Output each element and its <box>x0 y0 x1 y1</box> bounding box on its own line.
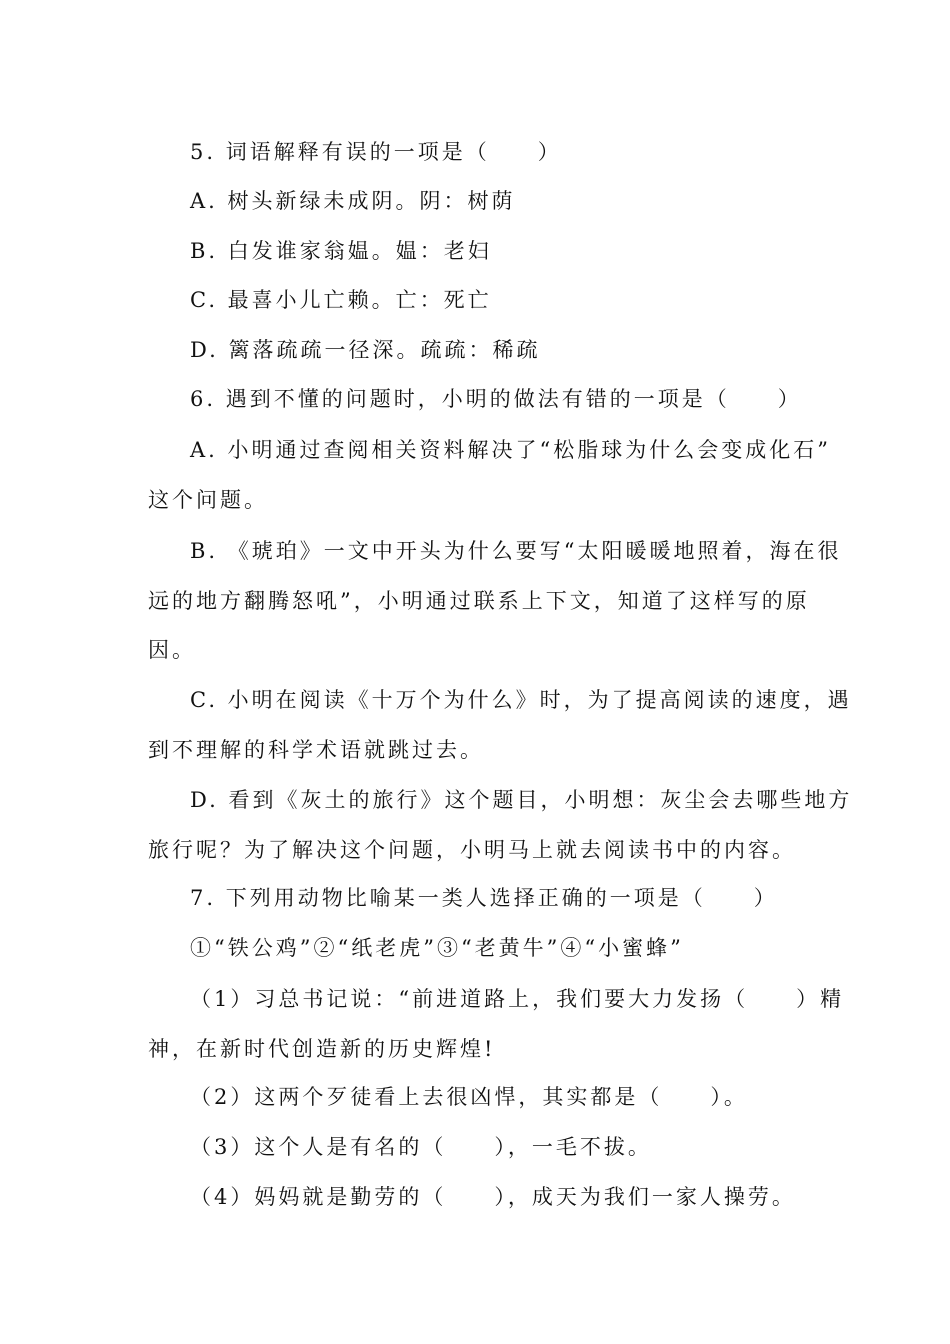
question-6-option-c-line-2: 到不理解的科学术语就跳过去。 <box>148 738 484 762</box>
question-7-stem: 7. 下列用动物比喻某一类人选择正确的一项是（ ） <box>190 886 778 910</box>
question-6-option-d-line-1: D. 看到《灰土的旅行》这个题目，小明想：灰尘会去哪些地方 <box>190 788 853 812</box>
question-7-item-2: （2）这两个歹徒看上去很凶悍，其实都是（ ）。 <box>190 1085 748 1109</box>
question-6-option-d-line-2: 旅行呢？为了解决这个问题，小明马上就去阅读书中的内容。 <box>148 838 796 862</box>
question-6-option-c-line-1: C. 小明在阅读《十万个为什么》时，为了提高阅读的速度，遇 <box>190 688 852 712</box>
question-7-choices: ①“铁公鸡”②“纸老虎”③“老黄牛”④“小蜜蜂” <box>190 936 684 960</box>
question-6-option-a-line-2: 这个问题。 <box>148 488 268 512</box>
question-7-item-3: （3）这个人是有名的（ ），一毛不拔。 <box>190 1135 652 1159</box>
question-6-stem: 6. 遇到不懂的问题时，小明的做法有错的一项是（ ） <box>190 387 802 411</box>
question-5-option-d: D. 篱落疏疏一径深。疏疏：稀疏 <box>190 338 541 362</box>
question-6-option-b-line-3: 因。 <box>148 638 196 662</box>
question-6-option-b-line-1: B. 《琥珀》一文中开头为什么要写“太阳暖暖地照着，海在很 <box>190 539 842 563</box>
question-6-option-b-line-2: 远的地方翻腾怒吼”，小明通过联系上下文，知道了这样写的原 <box>148 589 810 613</box>
question-5-option-b: B. 白发谁家翁媪。媪：老妇 <box>190 239 492 263</box>
question-5-option-c: C. 最喜小儿亡赖。亡：死亡 <box>190 288 492 312</box>
question-5-option-a: A. 树头新绿未成阴。阴：树荫 <box>190 189 516 213</box>
question-5-stem: 5. 词语解释有误的一项是（ ） <box>190 140 562 164</box>
question-6-option-a-line-1: A. 小明通过查阅相关资料解决了“松脂球为什么会变成化石” <box>190 438 831 462</box>
question-7-item-1-line-1: （1）习总书记说：“前进道路上，我们要大力发扬（ ）精 <box>190 987 845 1011</box>
question-7-item-4: （4）妈妈就是勤劳的（ ），成天为我们一家人操劳。 <box>190 1185 796 1209</box>
question-7-item-1-line-2: 神，在新时代创造新的历史辉煌! <box>148 1037 496 1061</box>
